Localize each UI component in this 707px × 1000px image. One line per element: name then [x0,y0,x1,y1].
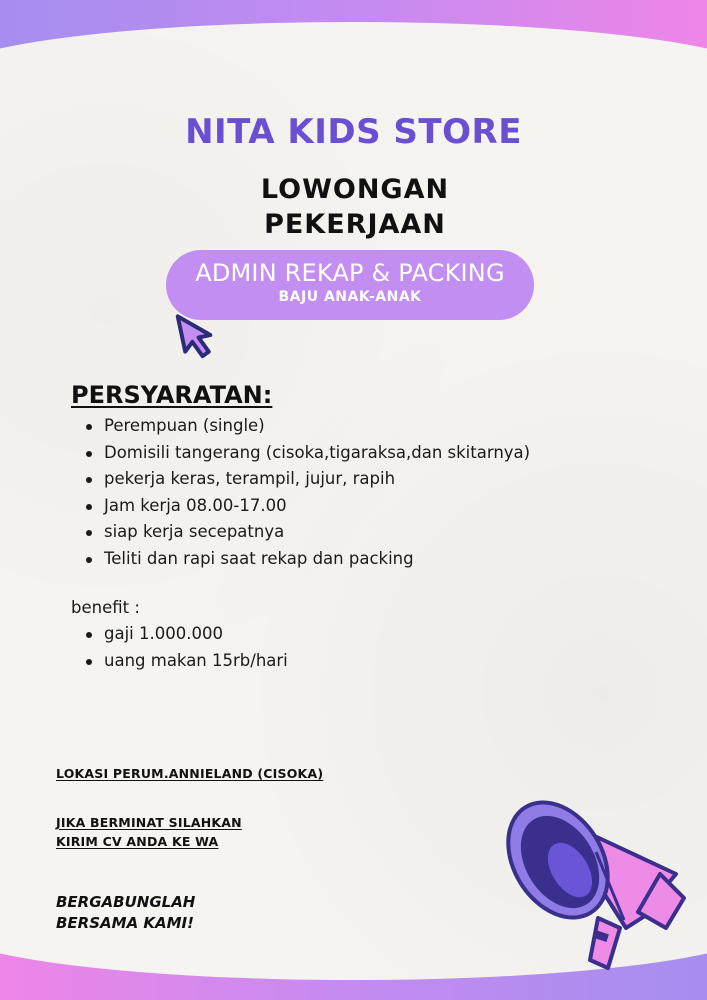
list-item: pekerja keras, terampil, jujur, rapih [86,466,530,493]
closing-line2: BERSAMA KAMI! [56,914,194,932]
position-title: ADMIN REKAP & PACKING [195,259,505,287]
requirements-heading: PERSYARATAN: [71,381,273,409]
location-text: LOKASI PERUM.ANNIELAND (CISOKA) [56,766,324,781]
position-subtitle: BAJU ANAK-ANAK [278,289,422,305]
closing-text [56,892,195,934]
benefit-list [86,621,288,674]
closing-line1: BERGABUNGLAH [56,893,196,911]
job-title-line2: PEKERJAAN [264,209,446,240]
job-title [160,172,550,242]
list-item: Domisili tangerang (cisoka,tigaraksa,dan skitarnya) [86,440,530,467]
megaphone-icon [498,778,688,983]
store-name: NITA KIDS STORE [185,112,522,152]
requirements-list [86,413,530,572]
list-item: uang makan 15rb/hari [86,648,288,675]
list-item: gaji 1.000.000 [86,621,288,648]
list-item: Teliti dan rapi saat rekap dan packing [86,546,530,573]
list-item: Jam kerja 08.00-17.00 [86,493,530,520]
benefit-label: benefit : [71,598,140,617]
cursor-icon [170,305,222,365]
list-item: Perempuan (single) [86,413,530,440]
list-item: siap kerja secepatnya [86,519,530,546]
apply-line2: KIRIM CV ANDA KE WA [56,834,219,849]
apply-line1: JIKA BERMINAT SILAHKAN [56,815,242,830]
job-title-line1: LOWONGAN [260,174,450,205]
